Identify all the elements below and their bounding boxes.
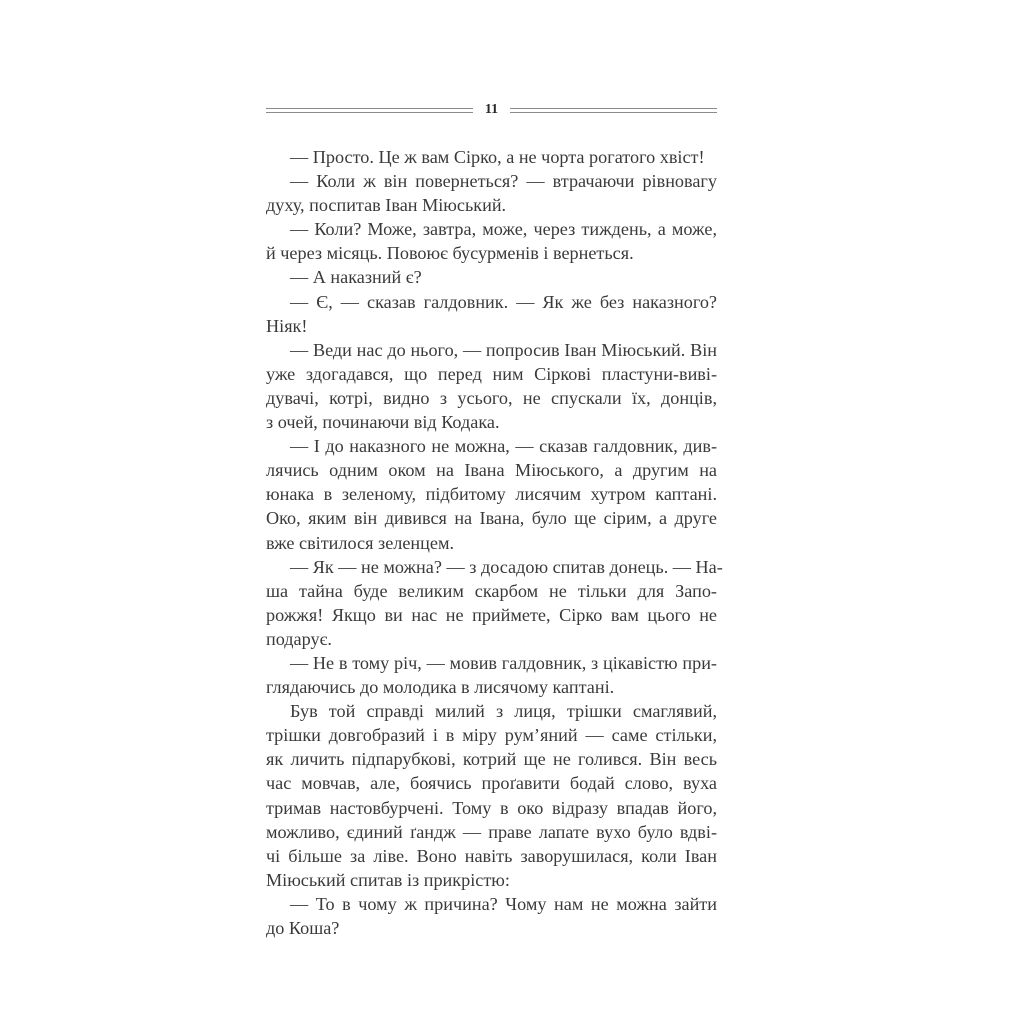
- text-line: Був той справді милий з лиця, трішки смаглявий,: [290, 701, 717, 722]
- text-line: — Веди нас до нього, — попросив Іван Міюський. Він: [290, 339, 717, 360]
- text-line: духу, поспитав Іван Міюський.: [266, 195, 507, 216]
- text-line: глядаючись до молодика в лисячому каптані.: [266, 677, 615, 698]
- text-line: — Коли ж він повернеться? — втрачаючи рівновагу: [290, 171, 717, 192]
- text-line: рожжя! Якщо ви нас не приймете, Сірко вам цього не: [266, 604, 717, 625]
- text-line: й через місяць. Повоює бусурменів і вернеться.: [266, 243, 634, 264]
- text-line: лячись одним оком на Івана Міюського, а другим на: [266, 460, 717, 481]
- text-line: уже здогадався, що перед ним Сіркові пластуни-виві-: [266, 363, 717, 384]
- text-line: трішки довгобразий і в міру рум’яний — саме стільки,: [266, 725, 717, 746]
- text-line: тримав настовбурчені. Тому в око відразу впадав його,: [266, 797, 717, 818]
- text-line: Ніяк!: [266, 315, 308, 336]
- text-line: дувачі, котрі, видно з усього, не спускали їх, донців,: [266, 387, 717, 408]
- text-line: як личить підпарубкові, котрий ще не голився. Він весь: [266, 749, 717, 770]
- page-number: 11: [484, 102, 499, 117]
- page-header: [266, 101, 717, 119]
- text-line: з очей, починаючи від Кодака.: [266, 412, 500, 433]
- text-line: — І до наказного не можна, — сказав галдовник, див-: [290, 436, 717, 457]
- body-text: [266, 145, 723, 940]
- text-line: Око, яким він дивився на Івана, було ще сірим, а друге: [266, 508, 717, 529]
- text-line: чі більше за ліве. Воно навіть заворушилася, коли Іван: [266, 845, 717, 866]
- text-line: — Є, — сказав галдовник. — Як же без наказного?: [290, 291, 717, 312]
- text-line: час мовчав, але, боячись проґавити бодай слово, вуха: [266, 773, 717, 794]
- text-line: — То в чому ж причина? Чому нам не можна зайти: [290, 893, 717, 914]
- text-line: — Не в тому річ, — мовив галдовник, з цікавістю при-: [290, 652, 717, 673]
- header-rule-right: [510, 108, 717, 113]
- text-line: — Як — не можна? — з досадою спитав донець. — На-: [290, 556, 723, 577]
- text-line: — Коли? Може, завтра, може, через тиждень, а може,: [290, 219, 717, 240]
- text-line: подарує.: [266, 628, 332, 649]
- text-line: юнака в зеленому, підбитому лисячим хутром каптані.: [266, 484, 717, 505]
- text-line: — А наказний є?: [290, 267, 422, 288]
- header-rule-left: [266, 108, 473, 113]
- text-line: ша тайна буде великим скарбом не тільки для Запо-: [266, 580, 717, 601]
- text-line: — Просто. Це ж вам Сірко, а не чорта рогатого хвіст!: [290, 147, 705, 167]
- text-line: вже світилося зеленцем.: [266, 532, 455, 553]
- text-line: до Коша?: [266, 918, 340, 938]
- text-line: можливо, єдиний ґандж — праве лапате вухо було вдві-: [266, 821, 717, 842]
- text-line: Міюський спитав із прикрістю:: [266, 869, 510, 890]
